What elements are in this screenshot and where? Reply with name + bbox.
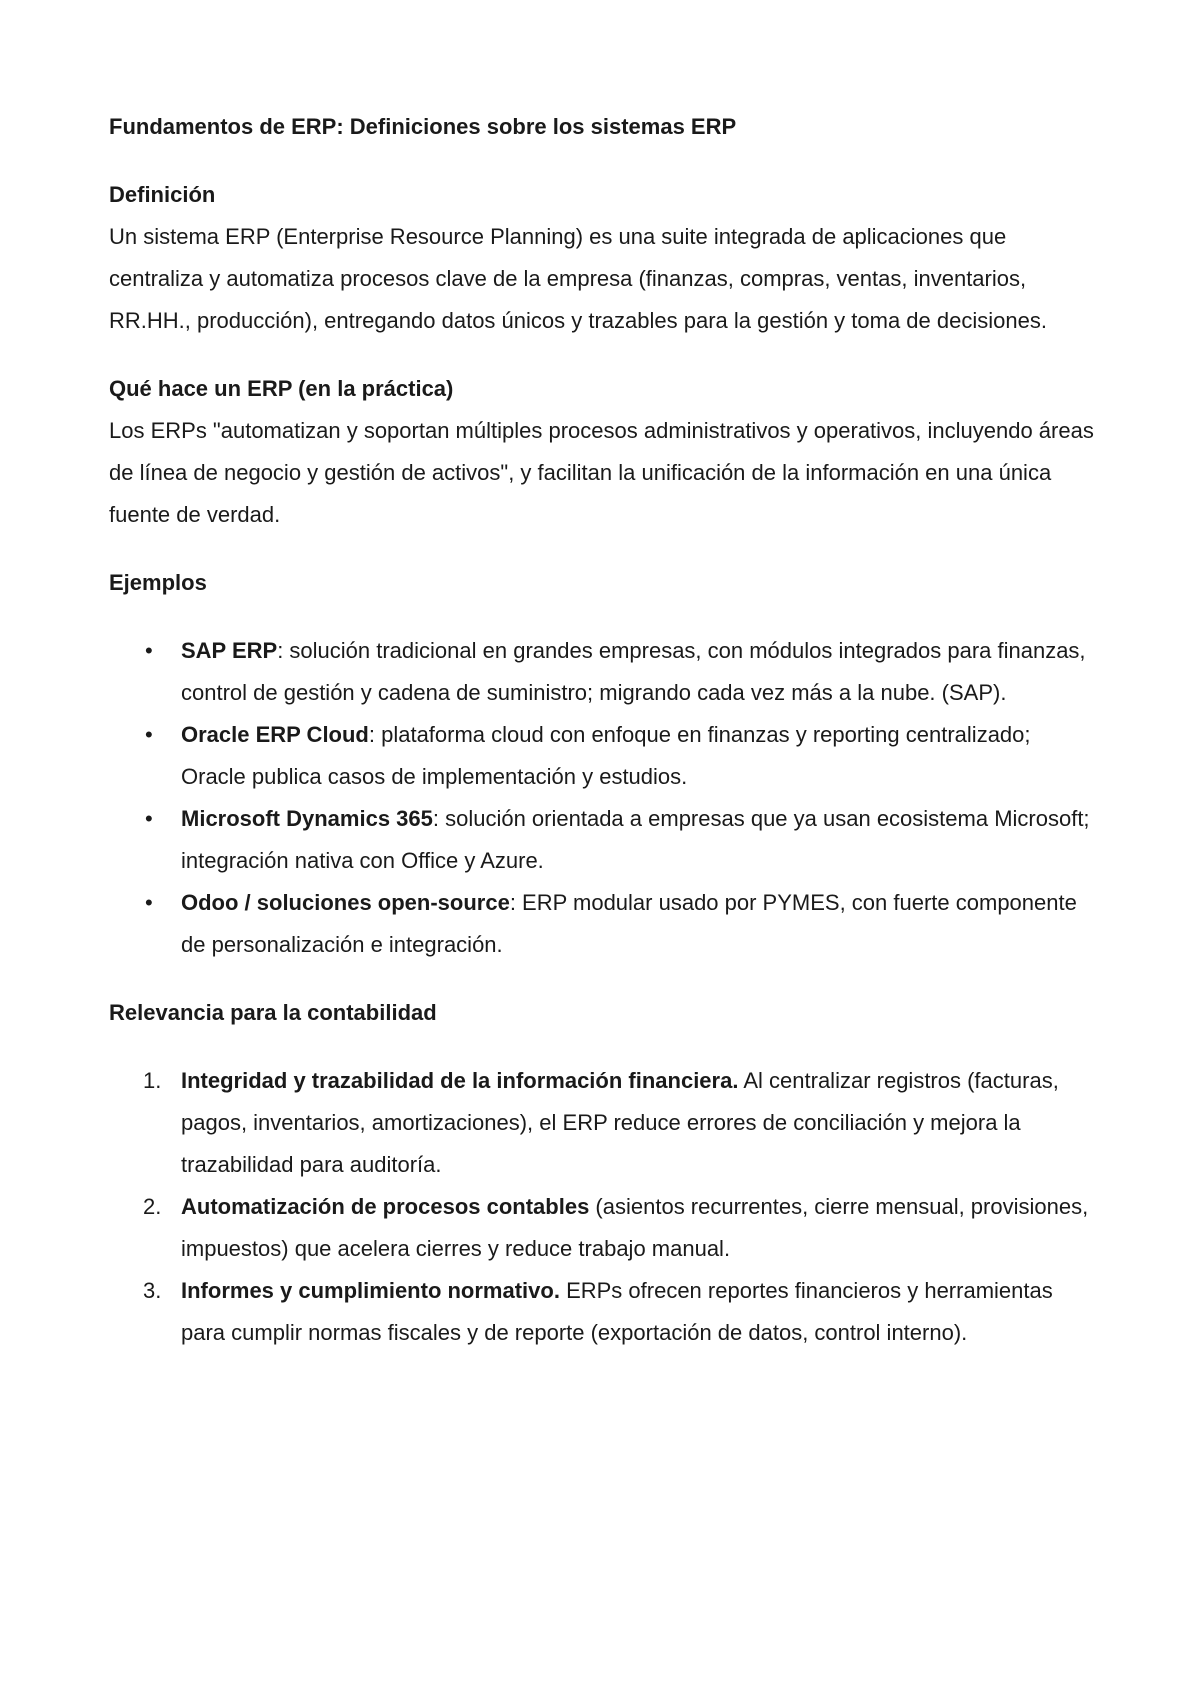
example-name: Microsoft Dynamics 365 <box>181 806 433 831</box>
item-number: 1. <box>143 1068 162 1093</box>
example-name: Odoo / soluciones open-source <box>181 890 510 915</box>
list-item <box>143 1060 1099 1186</box>
relevance-list <box>109 1060 1099 1354</box>
list-item <box>143 1270 1099 1354</box>
relevance-description: ERPs ofrecen reportes financieros y herramientas para cumplir normas fiscales y de reporte (exportación de datos, control interno). <box>181 1278 1053 1345</box>
item-number: 2. <box>143 1194 162 1219</box>
examples-heading: Ejemplos <box>109 570 207 595</box>
examples-list <box>109 630 1099 966</box>
relevance-heading: Relevancia para la contabilidad <box>109 1000 437 1025</box>
definition-heading: Definición <box>109 182 216 207</box>
definition-text: Un sistema ERP (Enterprise Resource Planning) es una suite integrada de aplicaciones que centraliza y automatiza procesos clave de la empresa (finanzas, compras, ventas, inventarios, RR.HH., producción), entregando datos únicos y trazables para la gestión y toma de decisiones. <box>109 224 1047 333</box>
relevance-name: Automatización de procesos contables <box>181 1194 590 1219</box>
example-description: : plataforma cloud con enfoque en finanzas y reporting centralizado; Oracle publica casos de implementación y estudios. <box>181 722 1031 789</box>
example-description: : solución orientada a empresas que ya usan ecosistema Microsoft; integración nativa con Office y Azure. <box>181 806 1090 873</box>
item-number: 3. <box>143 1278 162 1303</box>
practice-heading: Qué hace un ERP (en la práctica) <box>109 376 454 401</box>
example-description: : ERP modular usado por PYMES, con fuerte componente de personalización e integración. <box>181 890 1077 957</box>
document-page <box>109 106 1099 1380</box>
list-item <box>145 714 1099 798</box>
list-item <box>145 882 1099 966</box>
relevance-name: Integridad y trazabilidad de la información financiera. <box>181 1068 739 1093</box>
bullet-icon: • <box>145 890 153 915</box>
example-name: SAP ERP <box>181 638 278 663</box>
bullet-icon: • <box>145 638 153 663</box>
relevance-description: (asientos recurrentes, cierre mensual, provisiones, impuestos) que acelera cierres y reduce trabajo manual. <box>181 1194 1089 1261</box>
bullet-icon: • <box>145 722 153 747</box>
list-item <box>143 1186 1099 1270</box>
example-name: Oracle ERP Cloud <box>181 722 369 747</box>
list-item <box>145 630 1099 714</box>
document-title: Fundamentos de ERP: Definiciones sobre los sistemas ERP <box>109 114 737 139</box>
bullet-icon: • <box>145 806 153 831</box>
example-description: : solución tradicional en grandes empresas, con módulos integrados para finanzas, control de gestión y cadena de suministro; migrando cada vez más a la nube. (SAP). <box>181 638 1086 705</box>
list-item <box>145 798 1099 882</box>
relevance-name: Informes y cumplimiento normativo. <box>181 1278 560 1303</box>
relevance-description: Al centralizar registros (facturas, pagos, inventarios, amortizaciones), el ERP reduce errores de conciliación y mejora la trazabilidad para auditoría. <box>181 1068 1059 1177</box>
practice-text: Los ERPs "automatizan y soportan múltiples procesos administrativos y operativos, incluyendo áreas de línea de negocio y gestión de activos", y facilitan la unificación de la información en una única fuente de verdad. <box>109 418 1094 527</box>
